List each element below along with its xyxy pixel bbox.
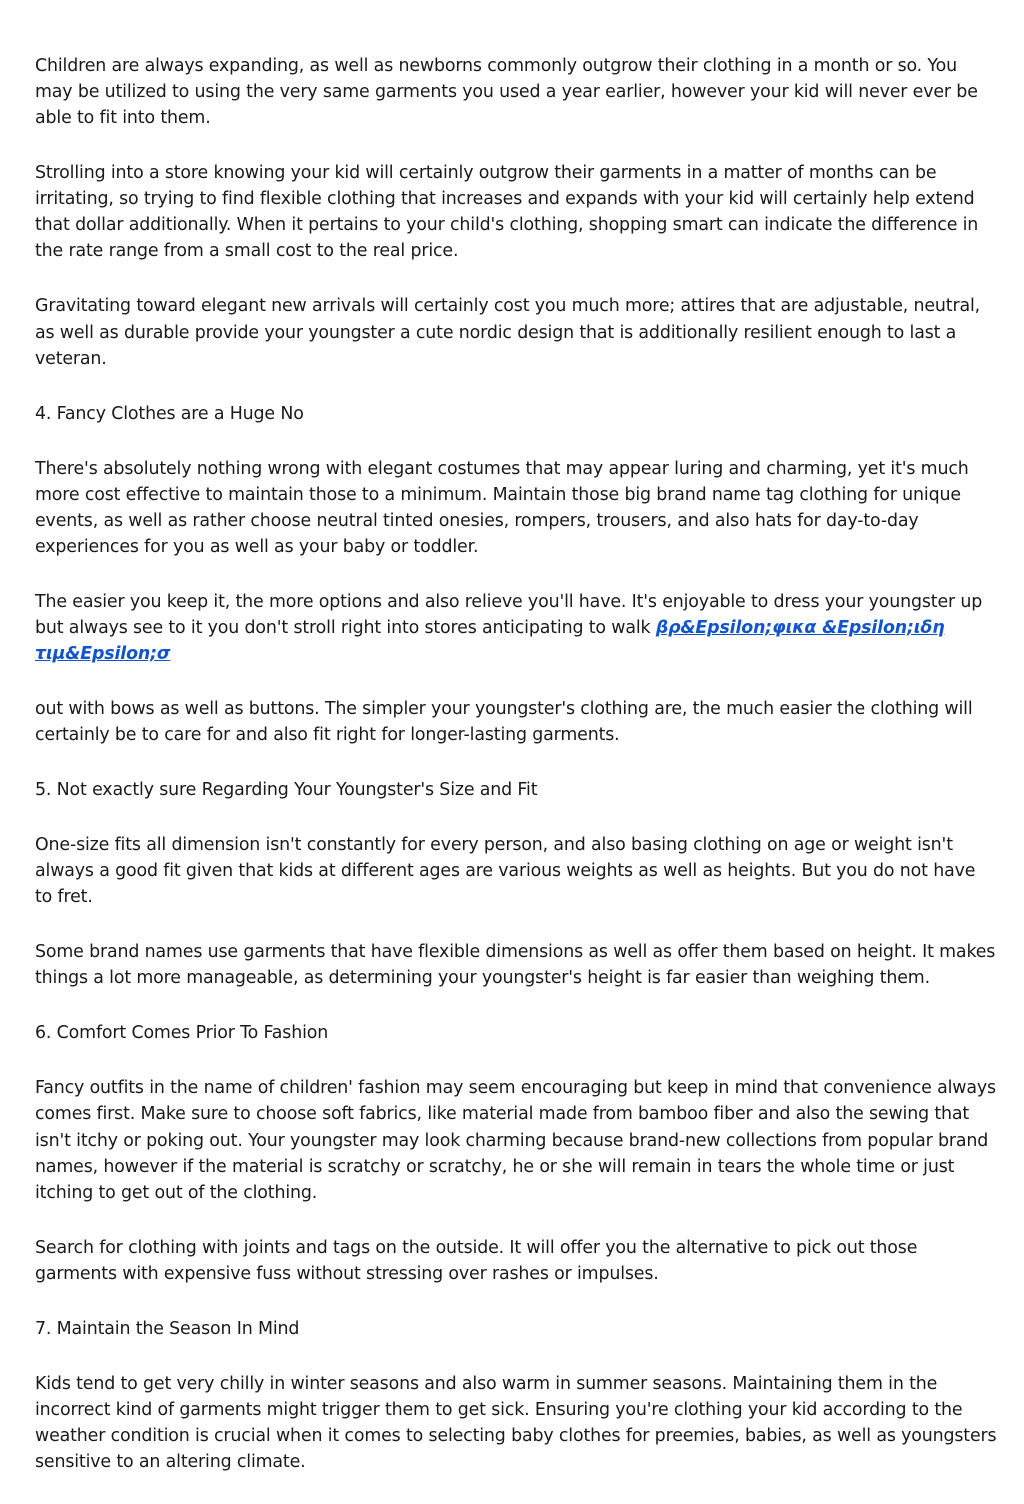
- paragraph-chilly-winter: Kids tend to get very chilly in winter seasons and also warm in summer seasons. Maintaining them in the incorrect kind of garments might trigger them to get sick. Ensuring you're clothing your kid according to the weather condition is crucial when it comes to selecting baby clothes for preemies, babies, as well as youngsters sensitive to an altering climate.: [35, 1373, 997, 1473]
- heading-comfort-fashion: 6. Comfort Comes Prior To Fashion: [35, 1023, 329, 1044]
- heading-fancy-clothes: 4. Fancy Clothes are a Huge No: [35, 403, 304, 424]
- paragraph-brand-names: Some brand names use garments that have flexible dimensions as well as offer them based on height. It makes things a lot more manageable, as determining your youngster's height is far easier than weighing them.: [35, 942, 996, 989]
- paragraph-one-size: One-size fits all dimension isn't constantly for every person, and also basing clothing on age or weight isn't always a good fit given that kids at different ages are various weights as well as heights. But you do not have to fret.: [35, 835, 976, 908]
- paragraph-easier-keep-text: The easier you keep it, the more options and also relieve you'll have. It's enjoyable to dress your youngster up but always see to it you don't stroll right into stores anticipating to walk: [35, 591, 983, 638]
- paragraph-fancy-outfits: Fancy outfits in the name of children' fashion may seem encouraging but keep in mind that convenience always comes first. Make sure to choose soft fabrics, like material made from bamboo fiber and also the sewing that isn't itchy or poking out. Your youngster may look charming because brand-new collections from popular brand names, however if the material is scratchy or scratchy, he or she will remain in tears the whole time or just itching to get out of the clothing.: [35, 1078, 996, 1203]
- paragraph-elegant-costumes: There's absolutely nothing wrong with elegant costumes that may appear luring and charming, yet it's much more cost effective to maintain those to a minimum. Maintain those big brand name tag clothing for unique events, as well as rather choose neutral tinted onesies, rompers, trousers, and also hats for day-to-day experiences for you as well as your baby or toddler.: [35, 458, 969, 557]
- paragraph-joints-tags: Search for clothing with joints and tags on the outside. It will offer you the alternative to pick out those garments with expensive fuss without stressing over rashes or impulses.: [35, 1237, 918, 1284]
- heading-size-fit: 5. Not exactly sure Regarding Your Youngster's Size and Fit: [35, 780, 538, 801]
- paragraph-strolling: Strolling into a store knowing your kid will certainly outgrow their garments in a matter of months can be irritating, so trying to find flexible clothing that increases and expands with your kid will certainly help extend that dollar additionally. When it pertains to your child's clothing, shopping smart can indicate the difference in the rate range from a small cost to the real price.: [35, 163, 979, 262]
- paragraph-intro: Children are always expanding, as well as newborns commonly outgrow their clothing in a month or so. You may be utilized to using the very same garments you used a year earlier, however your kid will never ever be able to fit into them.: [35, 56, 978, 129]
- greek-baby-clothes-link[interactable]: βρ&Epsilon;φικα &Epsilon;ιδη τιμ&Epsilon;σ: [35, 617, 945, 665]
- heading-season: 7. Maintain the Season In Mind: [35, 1318, 300, 1339]
- paragraph-easier-keep: [35, 589, 997, 667]
- paragraph-gravitating: Gravitating toward elegant new arrivals will certainly cost you much more; attires that are adjustable, neutral, as well as durable provide your youngster a cute nordic design that is additionally resilient enough to last a veteran.: [35, 296, 981, 369]
- paragraph-bows-buttons: out with bows as well as buttons. The simpler your youngster's clothing are, the much easier the clothing will certainly be to care for and also fit right for longer-lasting garments.: [35, 699, 973, 746]
- document-body: [35, 53, 997, 1504]
